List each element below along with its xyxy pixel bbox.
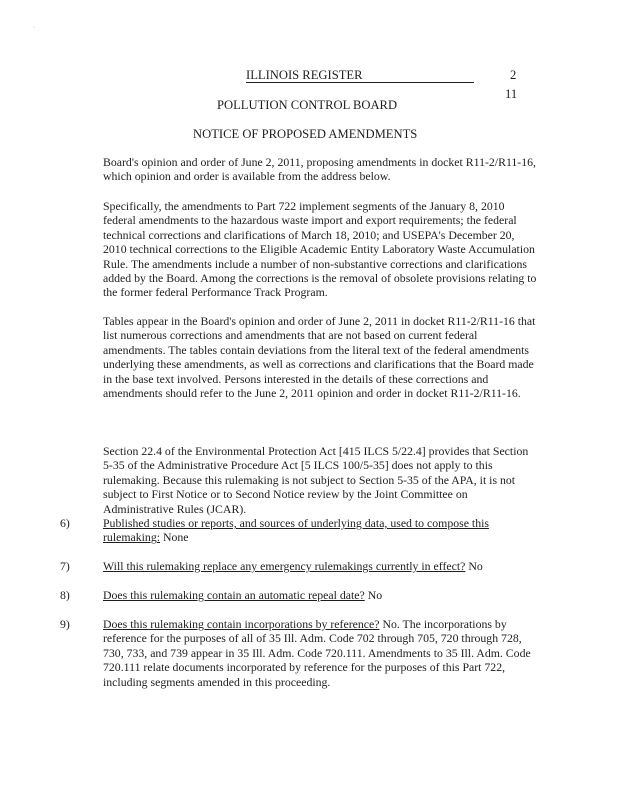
agency-title: POLLUTION CONTROL BOARD xyxy=(217,98,398,112)
item-number: 6) xyxy=(60,516,70,530)
notice-title: NOTICE OF PROPOSED AMENDMENTS xyxy=(193,127,418,141)
corner-mark: · xyxy=(33,25,35,31)
item-question: Does this rulemaking contain an automatic repeal date? xyxy=(103,588,365,602)
item-question: Does this rulemaking contain incorporations by reference? xyxy=(103,617,380,631)
item-answer: No xyxy=(468,559,483,573)
item-question: Will this rulemaking replace any emergency rulemakings currently in effect? xyxy=(103,559,466,573)
item-number: 7) xyxy=(60,559,70,573)
item-body xyxy=(103,588,537,602)
item-answer: No xyxy=(367,588,383,602)
issue-number: 11 xyxy=(505,87,518,101)
item-answer: No. The incorporations by reference for the purposes of all of 35 Ill. Adm. Code 702 through 705, 720 through 728, 730, 733, and 739 appear in 35 Ill. Adm. Code 720.111. Amendments to 35 Ill. Adm. Code 720.111 relate documents incorporated by reference for the purposes of this Part 722, including segments amended in this proceeding. xyxy=(103,617,531,689)
paragraph-specifically: Specifically, the amendments to Part 722 implement segments of the January 8, 2010 federal amendments to the hazardous waste import and export requirements; the federal technical corrections and clarifications of March 18, 2010; and USEPA's December 20, 2010 technical corrections to the Eligible Academic Entity Laboratory Waste Accumulation Rule. The amendments include a number of non-substantive corrections and clarifications added by the Board. Among the corrections is the removal of obsolete provisions relating to the former federal Performance Track Program. xyxy=(103,199,537,300)
paragraph-opinion: Board's opinion and order of June 2, 2011, proposing amendments in docket R11-2/R11-16, which opinion and order is available from the address below. xyxy=(103,155,536,184)
paragraph-section-22-4: Section 22.4 of the Environmental Protection Act [415 ILCS 5/22.4] provides that Section 5-35 of the Administrative Procedure Act [5 ILCS 100/5-35] does not apply to this rulemaking. Because this rulemaking is not subject to Section 5-35 of the APA, it is not subject to First Notice or to Second Notice review by the Joint Committee on Administrative Rules (JCAR). xyxy=(103,444,529,516)
item-number: 8) xyxy=(60,588,70,602)
item-body xyxy=(103,516,537,545)
item-answer: None xyxy=(162,530,189,545)
paragraph-tables: Tables appear in the Board's opinion and order of June 2, 2011 in docket R11-2/R11-16 that list numerous corrections and amendments that are not based on current federal amendments. The tables contain deviations from the literal text of the federal amendments underlying these amendments, as well as corrections and clarifications that the Board made in the base text involved. Persons interested in the details of these corrections and amendments should refer to the June 2, 2011 opinion and order in docket R11-2/R11-16. xyxy=(103,314,536,401)
register-title: ILLINOIS REGISTER xyxy=(246,68,474,83)
volume-number: 2 xyxy=(510,68,517,82)
item-body xyxy=(103,559,537,573)
item-body xyxy=(103,617,537,689)
item-question: Published studies or reports, and sources of underlying data, used to compose this rulemaking: xyxy=(103,516,489,545)
item-number: 9) xyxy=(60,617,70,631)
